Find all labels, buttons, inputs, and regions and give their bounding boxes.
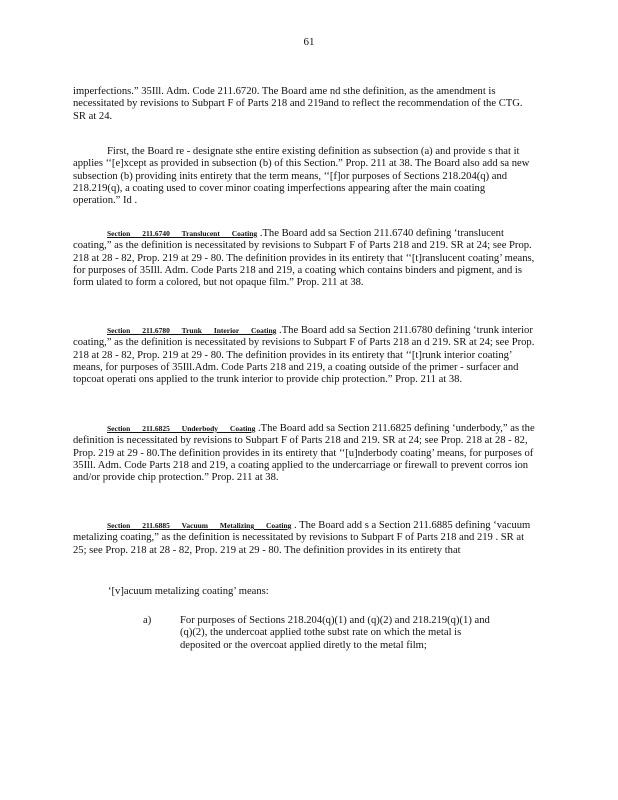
- quoted-definition-intro: ‘[v]acuum metalizing coating’ means:: [108, 586, 269, 597]
- section-heading-trunk-interior-coating: Section 211.6780 Trunk Interior Coating: [107, 326, 277, 335]
- section-heading-vacuum-metalizing-coating: Section 211.6885 Vacuum Metalizing Coating: [107, 521, 292, 530]
- vacuum-metalizing-coating-text: . The Board add s a Section 211.6885 defining ‘vacuum metalizing coating,” as the definition is necessitated by revisions to Subpart F of Parts 218 and 219 . SR at 25; see Prop. 218 at 28 - 82, Prop. 219 at 29 - 80. The definition provides in its entirety that: [73, 520, 531, 556]
- paragraph-imperfections-amendment: imperfections.” 35Ill. Adm. Code 211.6720. The Board ame nd sthe definition, as the amendment is necessitated by revisions to Subpart F of Parts 218 and 219and to reflect the recommendation of the CTG. SR at 24.: [73, 86, 523, 122]
- subsection-text: For purposes of Sections 218.204(q)(1) and (q)(2) and 218.219(q)(1) and (q)(2), the undercoat applied tothe subst rate on which the metal is deposited or the overcoat applied diretly to the metal film;: [180, 615, 490, 651]
- translucent-coating-text: .The Board add sa Section 211.6740 defining ‘translucent coating,” as the definition is necessitated by revisions to Subpart F of Parts 218 and 219. SR at 24; see Prop. 218 at 28 - 82, Prop. 219 at 29 - 80. The definition provides in its entirety that ‘‘[t]ranslucent coating’ means, for purposes of 35Ill. Adm. Code Parts 218 and 219, a coating which contains binders and pigment, and is form ulated to form a colored, but not opaque film.” Prop. 211 at 38.: [73, 228, 535, 289]
- section-heading-translucent-coating: Section 211.6740 Translucent Coating: [107, 229, 258, 238]
- section-heading-underbody-coating: Section 211.6825 Underbody Coating: [107, 424, 256, 433]
- paragraph-vacuum-metalizing-coating: [73, 520, 535, 557]
- subsection-label: a): [143, 615, 152, 626]
- paragraph-trunk-interior-coating: [73, 325, 535, 387]
- trunk-interior-coating-text: .The Board add sa Section 211.6780 defining ‘trunk interior coating,” as the definition is necessitated by revisions to Subpart F of Parts 218 an d 219. SR at 24; see Prop. 218 at 28 - 82, Prop. 219 at 29 - 80. The definition provides in its entirety that ‘‘[t]runk interior coating’ means, for purposes of 35Ill.Adm. Code Parts 218 and 219, a coating outside of the primer - surfacer and topcoat operati ons applied to the trunk interior to provide chip protection.” Prop. 211 at 38.: [73, 325, 535, 386]
- underbody-coating-text: .The Board add sa Section 211.6825 defining ‘underbody,” as the definition is necessitated by revisions to Subpart F of Parts 218 and 219. SR at 24; see Prop. 218 at 28 - 82, Prop. 219 at 29 - 80.The definition provides in its entirety that ‘‘[u]nderbody coating’ means, for purposes of 35Ill. Adm. Code Parts 218 and 219, a coating applied to the undercarriage or firewall to prevent corros ion and/or provide chip protection.” Prop. 211 at 38.: [73, 423, 535, 484]
- paragraph-underbody-coating: [73, 423, 535, 485]
- page-number: 61: [303, 36, 315, 48]
- paragraph-redesignation: First, the Board re - designate sthe entire existing definition as subsection (a) and provide s that it applies ‘‘[e]xcept as provided in subsection (b) of this Section.” Prop. 211 at 38. The Board also add sa new subsection (b) providing inits entirety that the term means, ‘‘[f]or purposes of Sections 218.204(q) and 218.219(q), a coating used to cover minor coating imperfections appearing after the main coating operation.” Id .: [73, 146, 530, 207]
- paragraph-translucent-coating: [73, 228, 535, 290]
